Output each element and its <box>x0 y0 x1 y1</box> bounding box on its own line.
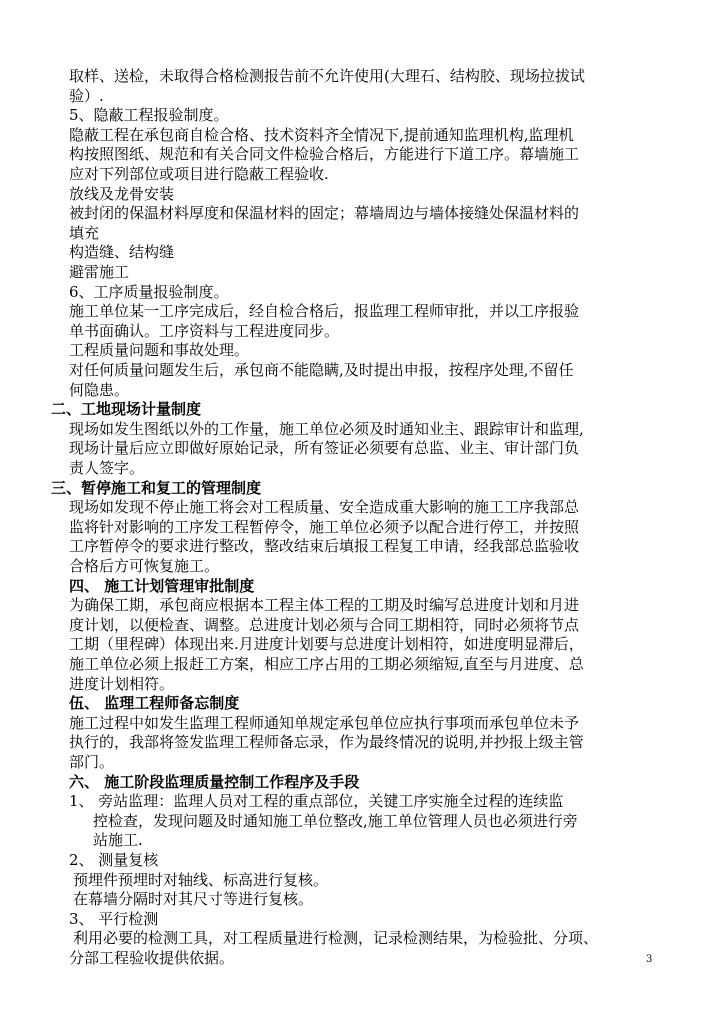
section-heading: 伍、 监理工程师备忘制度 <box>69 694 240 712</box>
text-line: 合格后方可恢复施工。 <box>69 557 220 575</box>
text-line: 构造缝、结构缝 <box>69 243 175 261</box>
text-line: 施工过程中如发生监理工程师通知单规定承包单位应执行事项而承包单位未予 <box>69 714 580 732</box>
text-line: 执行的，我部将签发监理工程师备忘录，作为最终情况的说明,并抄报上级主管 <box>69 733 584 751</box>
text-line: 为确保工期，承包商应根据本工程主体工程的工期及时编写总进度计划和月进 <box>69 596 580 614</box>
text-line: 3、 平行检测 <box>69 910 159 928</box>
text-line: 现场计量后应立即做好原始记录，所有签证必须要有总监、业主、审计部门负 <box>69 439 580 457</box>
text-line: 分部工程验收提供依据。 <box>69 949 235 967</box>
text-line: 进度计划相符。 <box>69 675 175 693</box>
text-line: 预埋件预埋时对轴线、标高进行复核。 <box>73 871 329 889</box>
text-line: 工期（里程碑）体现出来.月进度计划要与总进度计划相符，如进度明显滞后， <box>69 635 584 653</box>
text-line: 应对下列部位或项目进行隐蔽工程验收. <box>69 165 329 183</box>
text-line: 对任何质量问题发生后，承包商不能隐瞒,及时提出申报，按程序处理,不留任 <box>69 361 574 379</box>
text-line: 控检查，发现问题及时通知施工单位整改,施工单位管理人员也必须进行旁 <box>93 812 578 830</box>
text-line: 放线及龙骨安装 <box>69 185 175 203</box>
text-line: 被封闭的保温材料厚度和保温材料的固定；幕墙周边与墙体接缝处保温材料的 <box>69 204 580 222</box>
text-line: 2、 测量复核 <box>69 851 159 869</box>
text-line: 施工单位必须上报赶工方案，相应工序占用的工期必须缩短,直至与月进度、总 <box>69 655 584 673</box>
text-line: 现场如发现不停止施工将会对工程质量、安全造成重大影响的施工工序我部总 <box>69 498 580 516</box>
text-line: 监将针对影响的工序发工程暂停令，施工单位必须予以配合进行停工，并按照 <box>69 518 580 536</box>
section-heading: 三、暂停施工和复工的管理制度 <box>51 479 262 497</box>
text-line: 现场如发生图纸以外的工作量，施工单位必须及时通知业主、跟踪审计和监理, <box>69 420 584 438</box>
text-line: 6、工序质量报验制度。 <box>69 283 229 301</box>
section-heading: 四、 施工计划管理审批制度 <box>69 577 255 595</box>
text-line: 隐蔽工程在承包商自检合格、技术资料齐全情况下,提前通知监理机构,监理机 <box>69 126 574 144</box>
text-line: 构按照图纸、规范和有关合同文件检验合格后，方能进行下道工序。幕墙施工 <box>69 145 580 163</box>
text-line: 在幕墙分隔时对其尺寸等进行复核。 <box>73 890 314 908</box>
text-line: 责人签字。 <box>69 459 145 477</box>
section-heading: 六、 施工阶段监理质量控制工作程序及手段 <box>69 773 360 791</box>
text-line: 验）. <box>69 87 104 105</box>
text-line: 部门。 <box>69 753 115 771</box>
text-line: 5、隐蔽工程报验制度。 <box>69 106 229 124</box>
text-line: 填充 <box>69 224 100 242</box>
text-line: 单书面确认。工序资料与工程进度同步。 <box>69 322 340 340</box>
section-heading: 二、工地现场计量制度 <box>51 400 202 418</box>
text-line: 站施工. <box>93 831 143 849</box>
page-number: 3 <box>646 954 653 965</box>
text-line: 取样、送检，未取得合格检测报告前不允许使用(大理石、结构胶、现场拉拔试 <box>69 67 585 85</box>
text-line: 度计划，以便检查、调整。总进度计划必须与合同工期相符，同时必须将节点 <box>69 616 580 634</box>
text-line: 利用必要的检测工具，对工程质量进行检测，记录检测结果，为检验批、分项、 <box>73 929 599 947</box>
text-line: 工序暂停令的要求进行整改，整改结束后填报工程复工申请，经我部总监验收 <box>69 537 580 555</box>
text-line: 避雷施工 <box>69 263 130 281</box>
text-line: 1、 旁站监理：监理人员对工程的重点部位，关键工序实施全过程的连续监 <box>69 792 564 810</box>
text-line: 何隐患。 <box>69 381 130 399</box>
text-line: 施工单位某一工序完成后，经自检合格后，报监理工程师审批，并以工序报验 <box>69 302 580 320</box>
text-line: 工程质量问题和事故处理。 <box>69 341 250 359</box>
